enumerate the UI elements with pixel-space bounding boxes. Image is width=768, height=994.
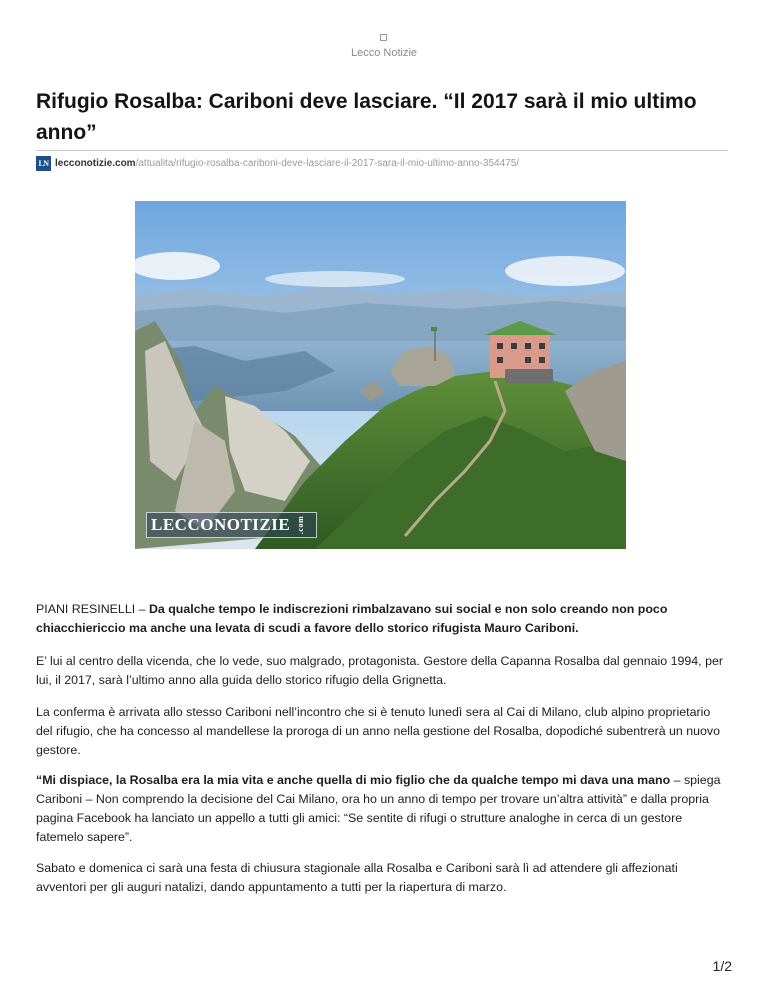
source-path[interactable]: /attualita/rifugio-rosalba-cariboni-deve-lasciare-il-2017-sara-il-mio-ultimo-anno-354475/ bbox=[135, 158, 520, 169]
title-divider bbox=[36, 150, 728, 151]
paragraph-lead: Sabato e domenica ci sarà una festa di chiusura stagionale alla Rosalba e Cariboni sarà lì ad attendere gli affezionati avventori per gli auguri natalizi, dando appuntamento a tutti per la riapertura di marzo. bbox=[36, 861, 678, 894]
site-favicon-icon bbox=[380, 34, 387, 41]
article-paragraph bbox=[36, 703, 726, 760]
watermark-text: LECCONOTIZIE bbox=[151, 515, 291, 534]
article-paragraph bbox=[36, 652, 726, 690]
site-name: Lecco Notizie bbox=[350, 47, 418, 59]
watermark-suffix: .com bbox=[296, 515, 306, 535]
source-logo-icon: LN bbox=[36, 156, 51, 171]
paragraph-lead: E’ lui al centro della vicenda, che lo vede, suo malgrado, protagonista. Gestore della Capanna Rosalba dal gennaio 1994, per lui, il 2017, sarà l’ultimo anno alla guida dello storico rifugio della Grignetta. bbox=[36, 654, 723, 687]
article-photo bbox=[135, 201, 626, 549]
photo-watermark bbox=[146, 512, 317, 538]
page-number: 1/2 bbox=[712, 958, 732, 974]
article-title: Rifugio Rosalba: Cariboni deve lasciare. “Il 2017 sarà il mio ultimo anno” bbox=[36, 90, 697, 144]
paragraph-lead: La conferma è arrivata allo stesso Cariboni nell’incontro che si è tenuto lunedì sera al Cai di Milano, club alpino proprietario del rifugio, che ha concesso al mandellese la proroga di un anno nella gestione del Rosalba, dopodiché subentrerà un nuovo gestore. bbox=[36, 705, 721, 757]
source-url[interactable] bbox=[36, 156, 519, 171]
article-paragraph bbox=[36, 771, 726, 847]
source-domain[interactable]: lecconotizie.com bbox=[55, 158, 136, 169]
paragraph-bold: Da qualche tempo le indiscrezioni rimbalzavano sui social e non solo creando non poco chiacchiericcio ma anche una levata di scudi a favore dello storico rifugista Mauro Cariboni. bbox=[36, 602, 668, 635]
paragraph-bold: “Mi dispiace, la Rosalba era la mia vita e anche quella di mio figlio che da qualche tempo mi dava una mano bbox=[36, 773, 671, 787]
article-paragraph bbox=[36, 600, 726, 638]
paragraph-lead: PIANI RESINELLI – bbox=[36, 602, 149, 616]
article-paragraph bbox=[36, 859, 726, 897]
paragraph-rest: – spiega Cariboni – Non comprendo la decisione del Cai Milano, ora ho un anno di tempo per trovare un’altra attività” e dalla propria pagina Facebook ha lanciato un appello a tutti gli amici: “Se sentite di rifugi o strutture analoghe in cerca di un gestore fatemelo sapere”. bbox=[36, 773, 721, 844]
